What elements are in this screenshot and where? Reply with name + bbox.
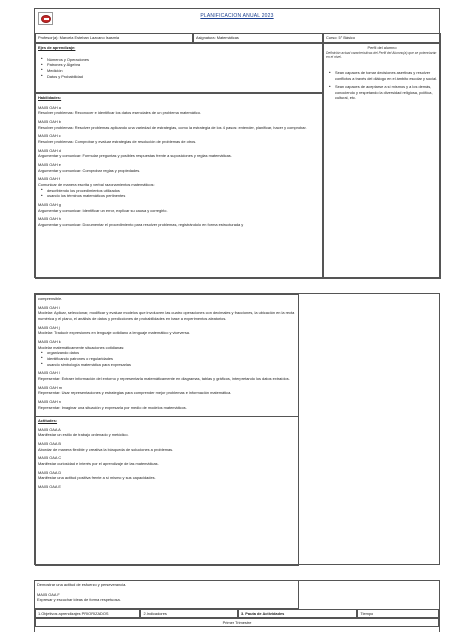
habilidad-code: MA05 OAH j xyxy=(38,324,60,330)
perfil-subtitle: Definición actual características del Perfil del Alumno(a) que se potenciarán en el nivel. xyxy=(326,50,437,60)
habilidad-block xyxy=(38,119,320,130)
habilidad-subitem: • usando los términos matemáticos pertinentes xyxy=(38,193,320,199)
habilidad-text: Modelar: Traducir expresiones en lenguaje cotidiano a lenguaje matemático y viceversa. xyxy=(38,330,191,336)
habilidad-subitem: • describiendo los procedimientos utilizados xyxy=(38,188,320,194)
habilidades-cell xyxy=(35,93,323,279)
asignatura-label: Asignatura: Matemáticas xyxy=(196,35,239,40)
perfil-list xyxy=(326,70,438,101)
habilidad-code: MA05 OAH g xyxy=(38,201,61,207)
actitudes-section xyxy=(36,416,298,491)
habilidad-block xyxy=(38,339,296,367)
actitud-code: MA05 OAA B xyxy=(38,441,61,447)
habilidad-code: MA05 OAH h xyxy=(38,216,61,222)
actitud-code: MA05 OAA C xyxy=(38,455,62,461)
actitud-code: MA05 OAA A xyxy=(38,426,61,432)
actitud-code: MA05 OAA D xyxy=(38,469,62,475)
habilidad-code: MA05 OAH m xyxy=(38,384,62,390)
document-title: PLANIFICACION ANUAL 2023 xyxy=(200,13,274,19)
habilidad-code: MA05 OAH k xyxy=(38,338,61,344)
actitud-block xyxy=(38,470,296,481)
habilidad-text: Comunicar de manera escrita y verbal razonamientos matemáticos: xyxy=(38,181,155,187)
habilidad-subitem: • usando simbología matemática para expresarlas xyxy=(38,362,296,368)
habilidad-text: Modelar matemáticamente situaciones cotidianas: xyxy=(38,344,125,350)
trimestre-label: Primer Trimestre xyxy=(35,618,439,627)
habilidad-code: MA05 OAH n xyxy=(38,398,61,404)
habilidad-text: Argumentar y comunicar: Identificar un error, explicar su causa y corregirlo. xyxy=(38,207,168,213)
perfil-cell xyxy=(323,43,441,279)
actitud-text: Manifestar un estilo de trabajo ordenado y metódico. xyxy=(38,432,129,438)
habilidad-block xyxy=(38,216,320,227)
habilidad-code: MA05 OAH c xyxy=(38,133,61,139)
habilidad-text: Representar: Imaginar una situación y expresarla por medio de modelos matemáticos. xyxy=(38,404,187,410)
habilidad-code: MA05 OAH e xyxy=(38,161,61,167)
habilidad-code: MA05 OAH b xyxy=(38,118,61,124)
ejes-item: • Datos y Probabilidad xyxy=(38,74,320,80)
page3-actitudes xyxy=(35,581,299,609)
habilidad-text: Resolver problemas: Reconocer e identificar los datos esenciales de un problema matemático. xyxy=(38,110,202,116)
actitud-text: Demostrar una actitud de esfuerzo y perseverancia. xyxy=(37,582,127,587)
ejes-list xyxy=(38,57,320,80)
habilidad-block xyxy=(38,162,320,173)
page-1 xyxy=(34,8,440,278)
habilidad-text: Modelar: Aplicar, seleccionar, modificar y evaluar modelos que involucren las cuatro operaciones con decimales y fracciones, la ubicación en la recta numérica y el plano, el análisis de datos y predicciones de probabilidades en base a experimentos aleatorios. xyxy=(38,310,295,321)
habilidad-sublist xyxy=(38,350,296,367)
habilidad-text: Argumentar y comunicar: Formular preguntas y posibles respuestas frente a suposiciones y reglas matemáticas. xyxy=(38,153,232,159)
habilidad-text: Resolver problemas: Resolver problemas aplicando una variedad de estrategias, como la estrategia de los 4 pasos: entender, planificar, hacer y comprobar. xyxy=(38,124,307,130)
habilidad-block xyxy=(38,399,296,410)
habilidad-block xyxy=(38,148,320,159)
habilidad-subitem: • identificando patrones o regularidades xyxy=(38,356,296,362)
habilidades-title: Habilidades: xyxy=(38,95,62,100)
profesor-cell xyxy=(35,33,193,43)
actitud-text: Abordar de manera flexible y creativa la búsqueda de soluciones a problemas. xyxy=(38,446,174,452)
ejes-title: Ejes de aprendizaje: xyxy=(38,45,76,50)
habilidad-block xyxy=(38,202,320,213)
col-objetivos: 1.Objetivos aprendizajes PRIORIZADOS xyxy=(35,609,140,618)
habilidad-block xyxy=(38,385,296,396)
habilidad-code: MA05 OAH f xyxy=(38,176,60,182)
habilidad-text: Representar: Usar representaciones y estrategias para comprender mejor problemas e información matemática. xyxy=(38,390,232,396)
habilidad-block xyxy=(38,325,296,336)
actitud-text: Manifestar curiosidad e interés por el aprendizaje de las matemáticas. xyxy=(38,461,159,467)
curso-label: Curso: 5° Básico xyxy=(326,35,356,40)
perfil-item: • Sean capaces de aceptarse a sí mismos y a los demás, conociendo y respetando la diversidad religiosa, política, cultural, etc. xyxy=(326,84,438,101)
actitud-code: MA05 OAA F xyxy=(37,591,60,597)
ejes-cell xyxy=(35,43,323,93)
habilidad-text: Argumentar y comunicar: Documentar el procedimiento para resolver problemas, registrándolo en forma estructurada y xyxy=(38,221,244,227)
continuation-text: comprensible. xyxy=(38,296,63,301)
habilidad-block xyxy=(38,105,320,116)
ejes-item: • Patrones y Álgebra xyxy=(38,62,320,68)
habilidad-text: Argumentar y comunicar: Comprobar reglas y propiedades. xyxy=(38,167,141,173)
page2-content xyxy=(35,294,299,566)
actitud-block xyxy=(38,484,296,490)
page-3 xyxy=(34,580,440,632)
habilidad-sublist xyxy=(38,188,320,199)
col-actividades: 3. Pauta de Actividades xyxy=(238,609,357,618)
habilidad-code: MA05 OAH l xyxy=(38,370,60,376)
planning-table-header xyxy=(35,609,439,618)
profesor-label: Profesor(a): Marcela Esteban Lazcano Isasmia xyxy=(38,35,120,40)
ejes-item: • Medición xyxy=(38,68,320,74)
habilidad-text: Resolver problemas: Comprobar y evaluar estrategias de resolución de problemas de otros. xyxy=(38,138,197,144)
habilidad-block xyxy=(38,176,320,199)
curso-cell xyxy=(323,33,441,43)
habilidad-subitem: • organizando datos xyxy=(38,350,296,356)
habilidad-block xyxy=(38,370,296,381)
habilidad-code: MA05 OAH a xyxy=(38,104,61,110)
habilidad-code: MA05 OAH i xyxy=(38,304,60,310)
habilidad-text: Representar: Extraer información del entorno y representarla matemáticamente en diagramas, tablas y gráficos, interpretando los datos extraídos. xyxy=(38,375,290,381)
col-tiempo: Tiempo xyxy=(357,609,439,618)
actitud-block xyxy=(38,441,296,452)
habilidad-block xyxy=(38,305,296,322)
actitud-text: Expresar y escuchar ideas de forma respetuosa. xyxy=(37,597,121,603)
actitud-text: Manifestar una actitud positiva frente a sí mismo y sus capacidades. xyxy=(38,475,156,481)
perfil-item: • Sean capaces de tomar decisiones asertivas y resolver conflictos a través del diálogo en el ámbito escolar y social. xyxy=(326,70,438,81)
ejes-item: • Números y Operaciones xyxy=(38,57,320,63)
trimestre-row xyxy=(35,618,439,627)
actitud-code: MA05 OAA E xyxy=(38,484,61,490)
habilidad-code: MA05 OAH d xyxy=(38,147,61,153)
actitud-block xyxy=(38,455,296,466)
perfil-title: Perfil del alumno xyxy=(367,45,397,50)
page-2 xyxy=(34,293,440,565)
col-indicadores: 2.Indicadores xyxy=(140,609,238,618)
actitudes-title: Actitudes: xyxy=(38,418,58,424)
asignatura-cell xyxy=(193,33,323,43)
habilidad-block xyxy=(38,133,320,144)
actitud-block xyxy=(38,427,296,438)
